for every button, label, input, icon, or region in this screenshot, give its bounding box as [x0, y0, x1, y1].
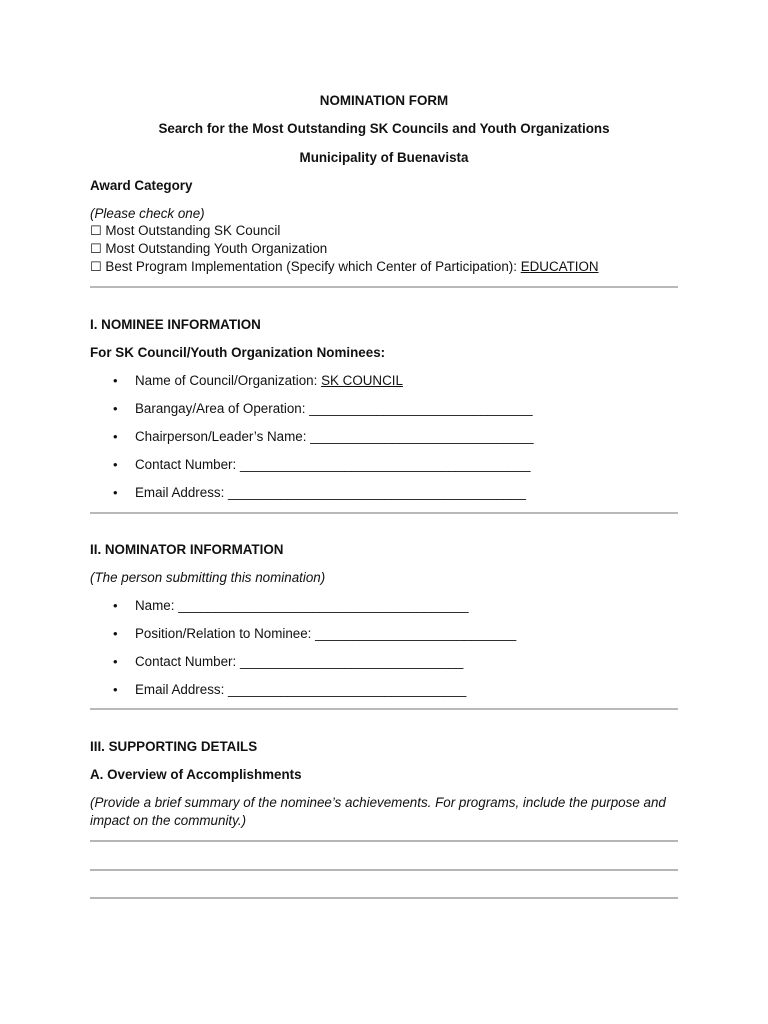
- field-label: Email Address:: [135, 682, 225, 697]
- field-value[interactable]: ___________________________: [315, 626, 517, 641]
- nominee-name-field[interactable]: [135, 373, 403, 388]
- form-title: NOMINATION FORM: [319, 93, 449, 108]
- answer-line[interactable]: [90, 897, 678, 899]
- form-subtitle: Search for the Most Outstanding SK Councils and Youth Organizations: [158, 121, 610, 136]
- field-label: Contact Number:: [135, 457, 237, 472]
- nominee-leader-field[interactable]: [135, 429, 534, 444]
- field-value[interactable]: ________________________________: [228, 682, 467, 697]
- bullet-icon: •: [113, 373, 118, 388]
- award-option-best-program[interactable]: [90, 259, 599, 275]
- nominator-email-field[interactable]: [135, 682, 466, 697]
- award-option-sk-council[interactable]: [90, 223, 280, 239]
- field-value[interactable]: _______________________________________: [178, 598, 469, 613]
- bullet-icon: •: [113, 457, 118, 472]
- field-value[interactable]: ______________________________: [309, 401, 533, 416]
- nominator-name-field[interactable]: [135, 598, 469, 613]
- field-label: Email Address:: [135, 485, 225, 500]
- answer-line[interactable]: [90, 869, 678, 871]
- checkbox-icon[interactable]: ☐: [90, 224, 102, 239]
- bullet-icon: •: [113, 654, 118, 669]
- bullet-icon: •: [113, 626, 118, 641]
- section-divider: [90, 286, 678, 288]
- field-label: Chairperson/Leader’s Name:: [135, 429, 307, 444]
- award-option-label: Best Program Implementation (Specify which Center of Participation):: [105, 259, 517, 274]
- checkbox-icon[interactable]: ☐: [90, 242, 102, 257]
- award-option-label: Most Outstanding SK Council: [105, 223, 281, 238]
- field-value[interactable]: _______________________________________: [239, 457, 531, 472]
- section-divider: [90, 512, 678, 514]
- nominator-note: (The person submitting this nomination): [90, 570, 326, 585]
- nominee-subheading: For SK Council/Youth Organization Nominees:: [90, 345, 386, 360]
- field-label: Position/Relation to Nominee:: [135, 626, 312, 641]
- bullet-icon: •: [113, 401, 118, 416]
- nominator-section-heading: II. NOMINATOR INFORMATION: [90, 542, 284, 557]
- bullet-icon: •: [113, 429, 118, 444]
- checkbox-icon[interactable]: ☐: [90, 260, 102, 275]
- bullet-icon: •: [113, 682, 118, 697]
- nominee-barangay-field[interactable]: [135, 401, 533, 416]
- accomplishments-subheading: A. Overview of Accomplishments: [90, 767, 302, 782]
- nominator-contact-field[interactable]: [135, 654, 463, 669]
- section-divider: [90, 708, 678, 710]
- answer-line[interactable]: [90, 840, 678, 842]
- award-category-heading: Award Category: [90, 178, 193, 193]
- field-value[interactable]: ______________________________: [310, 429, 534, 444]
- field-value[interactable]: ______________________________: [239, 654, 464, 669]
- award-category-instruction: (Please check one): [90, 206, 205, 221]
- award-option-youth-organization[interactable]: [90, 241, 327, 257]
- nominee-email-field[interactable]: [135, 485, 526, 500]
- municipality-title: Municipality of Buenavista: [299, 150, 469, 165]
- nominee-section-heading: I. NOMINEE INFORMATION: [90, 317, 261, 332]
- accomplishments-instruction: (Provide a brief summary of the nominee’s achievements. For programs, include the purpose and impact on the community.): [90, 795, 666, 828]
- field-label: Name of Council/Organization:: [135, 373, 318, 388]
- bullet-icon: •: [113, 598, 118, 613]
- award-option-label: Most Outstanding Youth Organization: [105, 241, 328, 256]
- field-value[interactable]: ________________________________________: [228, 485, 526, 500]
- specified-center-value: EDUCATION: [520, 259, 599, 274]
- bullet-icon: •: [113, 485, 118, 500]
- field-label: Contact Number:: [135, 654, 237, 669]
- field-value[interactable]: SK COUNCIL: [321, 373, 403, 388]
- supporting-section-heading: III. SUPPORTING DETAILS: [90, 739, 258, 754]
- field-label: Barangay/Area of Operation:: [135, 401, 306, 416]
- nominee-contact-field[interactable]: [135, 457, 530, 472]
- nominator-relation-field[interactable]: [135, 626, 516, 641]
- field-label: Name:: [135, 598, 175, 613]
